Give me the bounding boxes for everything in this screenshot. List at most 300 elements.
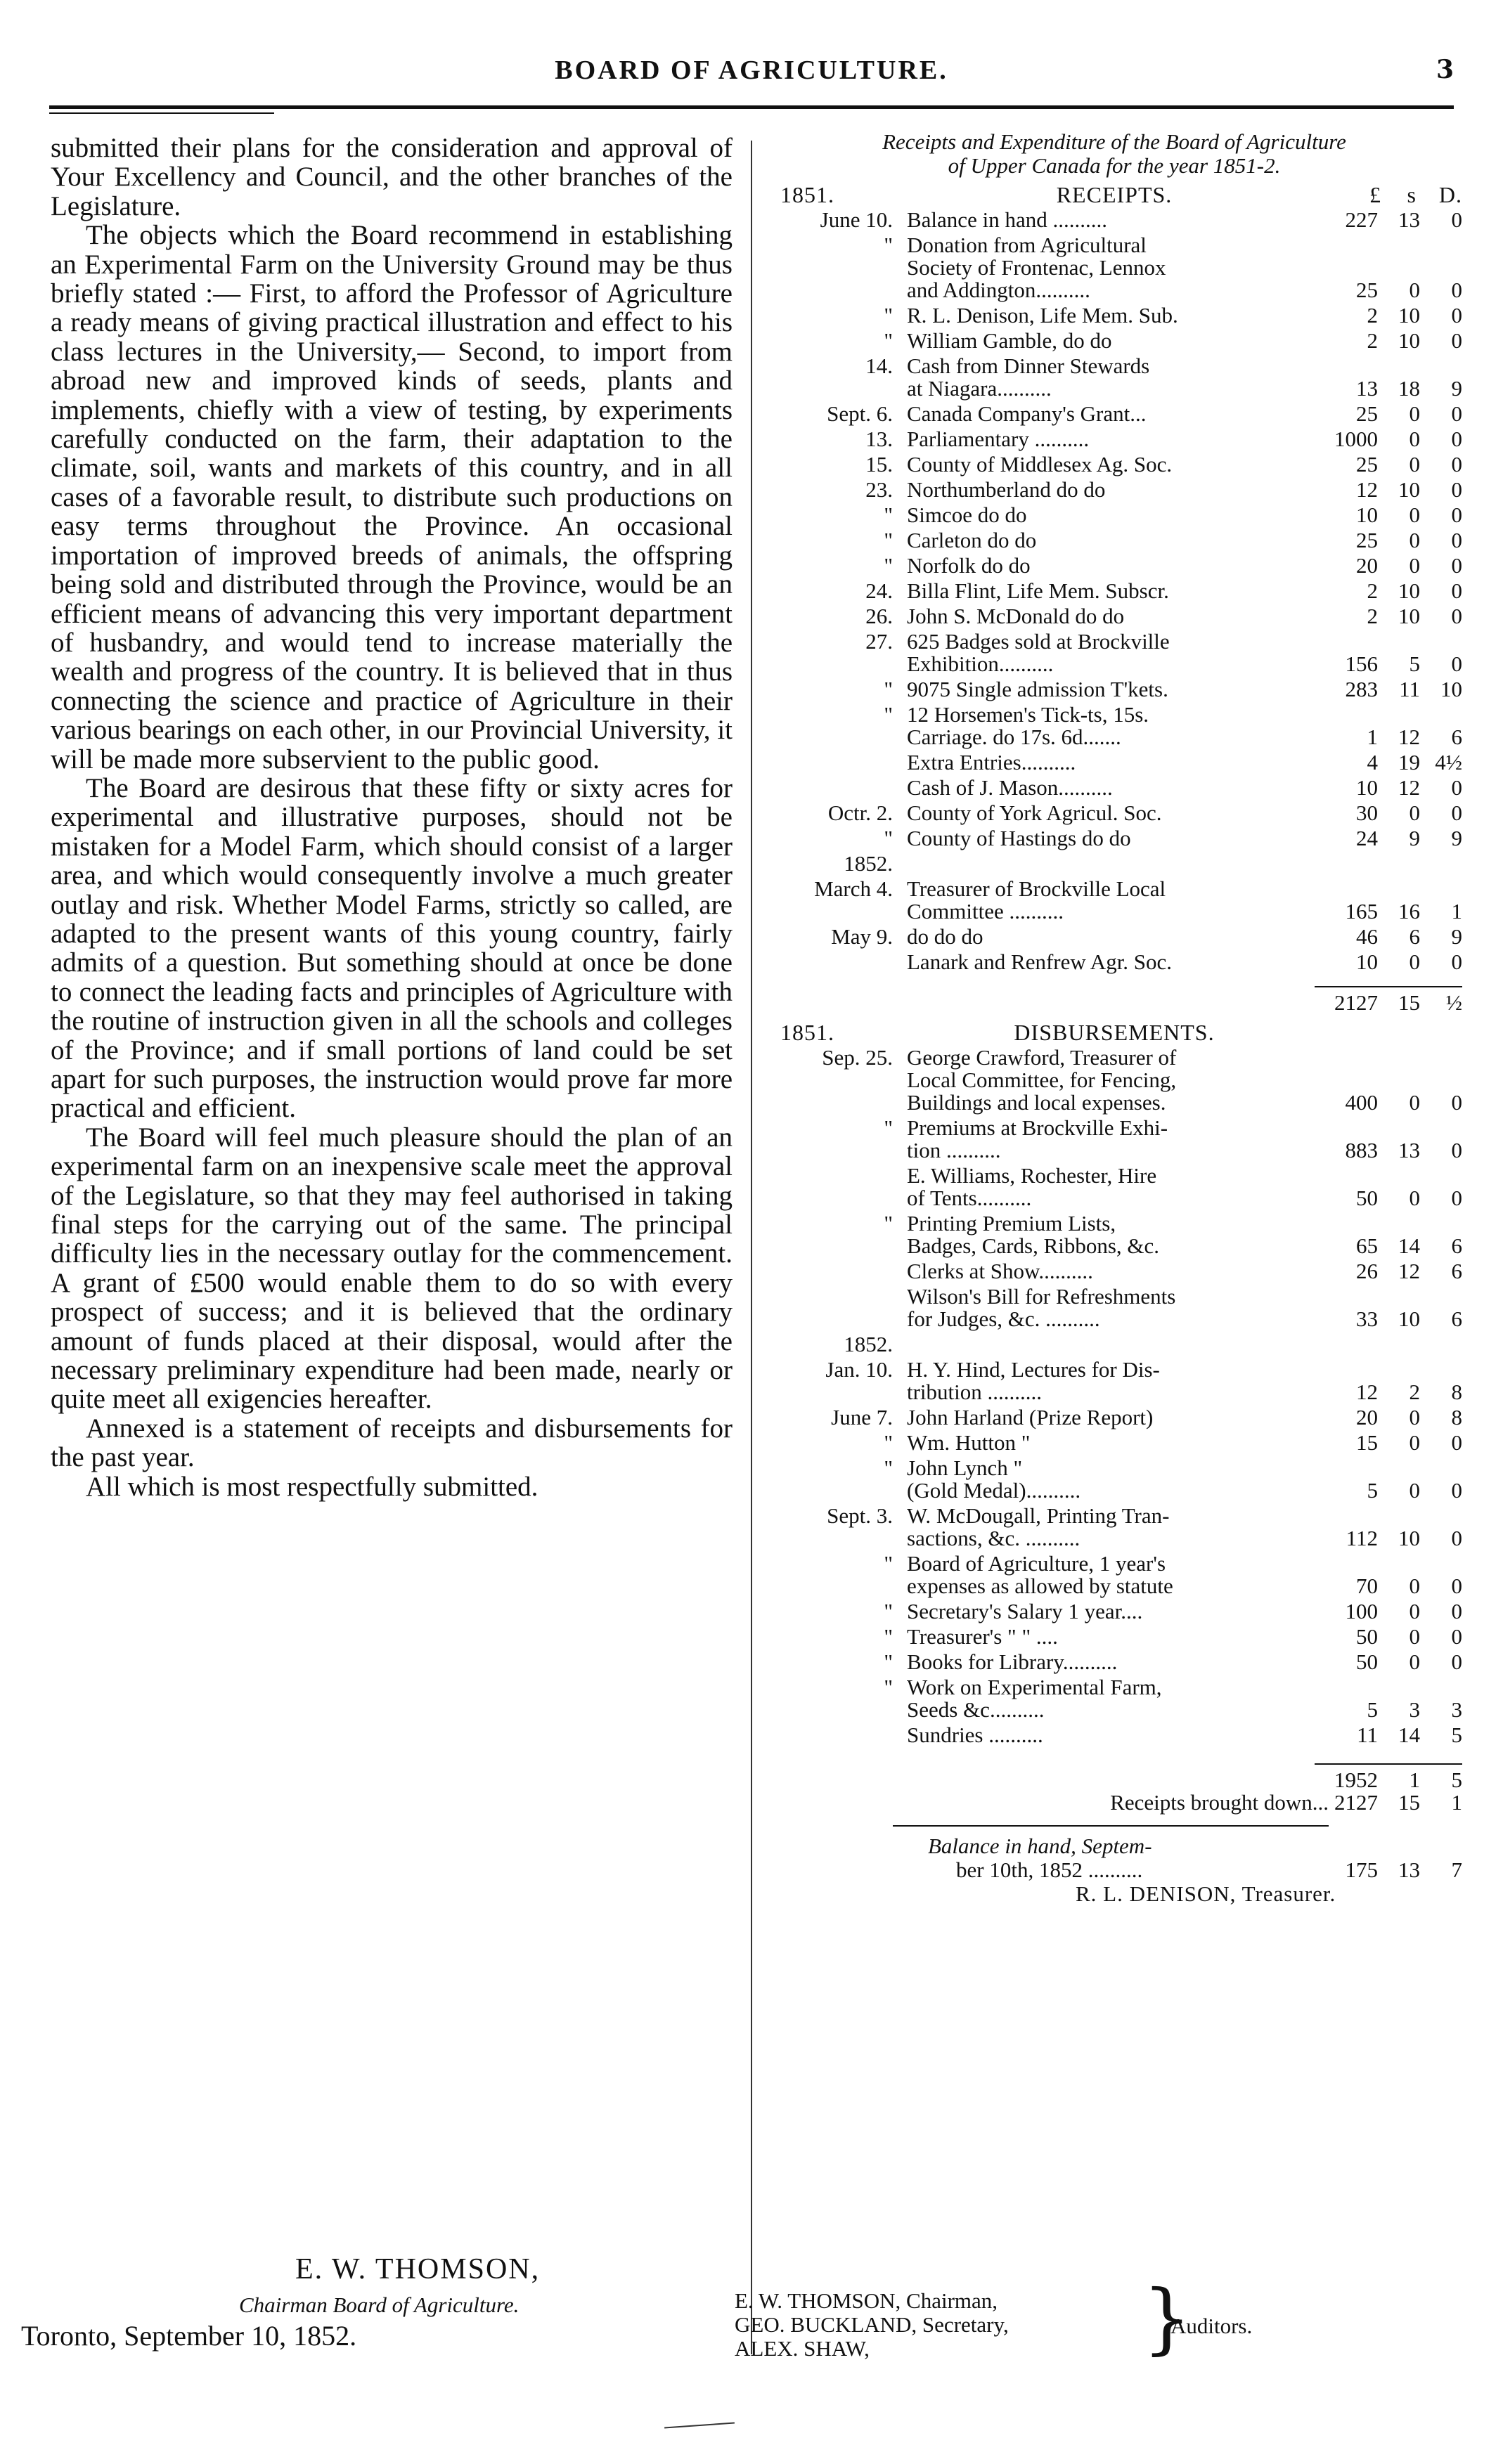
column-divider [751, 141, 752, 2354]
receipts-brought-shillings: 15 [1398, 1790, 1420, 1815]
receipt-pence: 0 [1451, 207, 1462, 232]
disbursement-date: " [884, 1649, 893, 1674]
disbursement-date: 1852. [844, 1332, 893, 1356]
statement-heading-2: of Upper Canada for the year 1851-2. [948, 153, 1281, 178]
end-flourish [664, 2423, 735, 2429]
disbursements-heading [766, 1020, 1462, 1046]
receipt-pounds: 24 [1356, 826, 1378, 850]
disbursement-row [766, 1626, 1462, 1651]
paragraph-6: All which is most respectfully submitted. [86, 1471, 538, 1502]
receipt-pounds: 165 [1345, 899, 1378, 923]
balance-pounds: 175 [1345, 1857, 1378, 1882]
receipt-row [766, 777, 1462, 802]
disbursement-shillings: 10 [1398, 1306, 1420, 1331]
receipts-list [766, 209, 1462, 976]
receipt-date: " [884, 303, 893, 328]
receipt-pounds: 4 [1367, 750, 1378, 774]
receipt-row [766, 630, 1462, 678]
disbursement-text: Wilson's Bill for Refreshments [907, 1284, 1176, 1309]
receipt-pounds: 20 [1356, 553, 1378, 578]
receipt-shillings: 10 [1398, 303, 1420, 328]
disbursement-date: " [884, 1675, 893, 1699]
receipt-date: 23. [865, 477, 893, 502]
receipt-text: at Niagara.......... [907, 376, 1052, 401]
receipt-pence: 4½ [1435, 750, 1462, 774]
receipt-row [766, 504, 1462, 529]
disbursement-row [766, 1676, 1462, 1724]
receipt-row [766, 304, 1462, 330]
disbursement-text: Treasurer's " " .... [907, 1624, 1058, 1649]
paragraph-3: The Board are desirous that these fifty or sixty acres for experimental and illustrative purposes, should not be mistaken for a Model Farm, which should consist of a larger area, and which would consequently involve a much greater outlay and risk. Whether Model Farms, strictly so called, are adapted to the present wants of this young country, fairly admits of a question. But something should at once be done to connect the leading facts and principles of Agriculture with the routine of instruction given in all the schools and colleges of the Province; and if small portions of land could be set apart for such purposes, the instruction would prove far more practical and efficient. [51, 772, 733, 1124]
receipt-text: Simcoe do do [907, 502, 1027, 527]
pounds-header: £ [1369, 182, 1381, 207]
disbursement-shillings: 2 [1409, 1380, 1420, 1404]
receipt-text: and Addington.......... [907, 278, 1090, 302]
disbursement-row [766, 1260, 1462, 1285]
receipt-date: " [884, 677, 893, 701]
receipt-pence: 0 [1451, 949, 1462, 974]
receipt-pounds: 2 [1367, 604, 1378, 628]
disbursement-pence: 0 [1451, 1090, 1462, 1115]
disbursement-text: expenses as allowed by statute [907, 1574, 1173, 1598]
disb-title: DISBURSEMENTS. [1014, 1020, 1215, 1045]
receipt-date: " [884, 553, 893, 578]
receipt-text: County of Hastings do do [907, 826, 1131, 850]
receipt-date: 26. [865, 604, 893, 628]
disbursement-row [766, 1117, 1462, 1165]
disbursement-text: Work on Experimental Farm, [907, 1675, 1162, 1699]
receipt-row [766, 852, 1462, 878]
disbursement-text: Wm. Hutton " [907, 1430, 1031, 1455]
disbursement-pence: 0 [1451, 1624, 1462, 1649]
paragraph-1: submitted their plans for the consideration and approval of Your Excellency and Council, and the other branches of the Legislature. [51, 133, 733, 221]
disbursement-shillings: 14 [1398, 1233, 1420, 1258]
receipt-row [766, 580, 1462, 605]
disbursement-pence: 0 [1451, 1138, 1462, 1162]
disbursement-text: W. McDougall, Printing Tran- [907, 1503, 1170, 1528]
receipt-pounds: 10 [1356, 502, 1378, 527]
disbursement-row [766, 1651, 1462, 1676]
receipt-pounds: 46 [1356, 924, 1378, 949]
receipt-date: Sept. 6. [827, 401, 893, 426]
receipt-row [766, 234, 1462, 304]
disb-total-pounds: 1952 [1334, 1768, 1378, 1792]
receipt-text: John S. McDonald do do [907, 604, 1125, 628]
disbursement-pounds: 400 [1345, 1090, 1378, 1115]
receipt-shillings: 9 [1409, 826, 1420, 850]
disbursement-shillings: 10 [1398, 1526, 1420, 1550]
receipt-pounds: 12 [1356, 477, 1378, 502]
receipt-shillings: 10 [1398, 477, 1420, 502]
receipt-date: 24. [865, 578, 893, 603]
receipt-row [766, 678, 1462, 703]
left-column [51, 134, 733, 1501]
disbursement-row [766, 1552, 1462, 1600]
receipt-date: " [884, 528, 893, 552]
disbursement-text: H. Y. Hind, Lectures for Dis- [907, 1357, 1160, 1382]
treasurer-line: R. L. DENISON, Treasurer. [1076, 1881, 1336, 1906]
disbursement-pounds: 5 [1367, 1478, 1378, 1503]
receipt-date: May 9. [831, 924, 893, 949]
running-header [0, 49, 1503, 91]
balance-shillings: 13 [1398, 1857, 1420, 1882]
receipt-pence: 1 [1451, 899, 1462, 923]
receipt-text: Extra Entries.......... [907, 750, 1076, 774]
receipt-row [766, 951, 1462, 976]
receipt-shillings: 0 [1409, 949, 1420, 974]
disbursements-list [766, 1046, 1462, 1749]
receipt-pence: 0 [1451, 578, 1462, 603]
disbursement-pence: 0 [1451, 1186, 1462, 1210]
paragraph-2: The objects which the Board recommend in establishing an Experimental Farm on the University Ground may be thus briefly stated :— First, to afford the Professor of Agriculture a ready means of giving practical illustration and effect to his class lectures in the University,— Second, to import from abroad new and improved kinds of seeds, plants and implements, chiefly with a view of testing, by experiments carefully conducted on the farm, their adaptation to the climate, soil, wants and markets of this country, and in all cases of a favorable result, to distribute such productions on easy terms throughout the Province. An occasional importation of improved breeds of animals, the offspring being sold and distributed through the Province, would be an efficient means of advancing this very important department of husbandry, and would tend to increase materially the wealth and progress of the country. It is believed that in thus connecting the science and practice of Agriculture in their various bearings on each other, in our Provincial University, it will be made more subservient to the public good. [51, 220, 733, 774]
disbursement-row [766, 1359, 1462, 1406]
disbursement-text: for Judges, &c. .......... [907, 1306, 1100, 1331]
disbursement-text: Clerks at Show.......... [907, 1259, 1093, 1283]
disbursement-pounds: 26 [1356, 1259, 1378, 1283]
disbursement-date: " [884, 1599, 893, 1623]
receipt-shillings: 19 [1398, 750, 1420, 774]
auditor-3: ALEX. SHAW, [735, 2336, 870, 2361]
receipt-date: 14. [865, 354, 893, 378]
auditors-block [735, 2289, 1009, 2361]
receipt-pence: 0 [1451, 452, 1462, 476]
disbursement-row [766, 1333, 1462, 1359]
disbursement-shillings: 0 [1409, 1624, 1420, 1649]
receipt-date: " [884, 502, 893, 527]
receipt-pence: 0 [1451, 800, 1462, 825]
balance-line-2: ber 10th, 1852 .......... 175 13 7 [956, 1857, 1462, 1882]
disbursement-pence: 0 [1451, 1526, 1462, 1550]
disbursement-text: Sundries .......... [907, 1723, 1043, 1747]
receipt-text: Lanark and Renfrew Agr. Soc. [907, 949, 1173, 974]
receipt-pounds: 25 [1356, 452, 1378, 476]
receipt-pence: 0 [1451, 477, 1462, 502]
pence-header: D. [1438, 182, 1462, 207]
receipt-shillings: 11 [1399, 677, 1420, 701]
receipt-text: Norfolk do do [907, 553, 1031, 578]
balance-line-1: Balance in hand, Septem- [928, 1834, 1152, 1858]
receipt-date: June 10. [820, 207, 893, 232]
receipt-date: " [884, 702, 893, 727]
disbursement-shillings: 14 [1398, 1723, 1420, 1747]
receipt-pounds: 156 [1345, 651, 1378, 676]
receipt-pence: 0 [1451, 328, 1462, 353]
disbursement-pence: 0 [1451, 1599, 1462, 1623]
receipt-pence: 9 [1451, 826, 1462, 850]
paragraph-5: Annexed is a statement of receipts and disbursements for the past year. [51, 1413, 733, 1473]
receipt-text: R. L. Denison, Life Mem. Sub. [907, 303, 1178, 328]
receipt-pounds: 2 [1367, 578, 1378, 603]
receipts-total-pounds: 2127 [1334, 990, 1378, 1015]
receipt-row [766, 555, 1462, 580]
disbursement-date: " [884, 1430, 893, 1455]
receipt-pence: 0 [1451, 427, 1462, 451]
disb-total-row [1315, 1763, 1462, 1791]
receipt-date: " [884, 233, 893, 257]
disbursement-pence: 6 [1451, 1306, 1462, 1331]
disbursement-date: June 7. [831, 1405, 893, 1429]
receipt-shillings: 0 [1409, 452, 1420, 476]
disbursement-pounds: 112 [1346, 1526, 1378, 1550]
receipt-row [766, 479, 1462, 504]
receipt-pounds: 2 [1367, 303, 1378, 328]
disbursement-date: " [884, 1624, 893, 1649]
receipt-date: 15. [865, 452, 893, 476]
disbursement-pence: 6 [1451, 1233, 1462, 1258]
auditor-1: E. W. THOMSON, Chairman, [735, 2288, 998, 2313]
disbursement-pounds: 65 [1356, 1233, 1378, 1258]
disbursement-pounds: 50 [1356, 1624, 1378, 1649]
receipt-text: Parliamentary .......... [907, 427, 1090, 451]
receipts-brought-row [766, 1791, 1462, 1820]
receipt-date: " [884, 826, 893, 850]
receipt-shillings: 6 [1409, 924, 1420, 949]
receipt-shillings: 10 [1398, 604, 1420, 628]
receipts-brought-label: Receipts brought down... [1110, 1790, 1329, 1815]
disbursement-pence: 6 [1451, 1259, 1462, 1283]
disbursement-pence: 0 [1451, 1478, 1462, 1503]
disb-year: 1851. [780, 1020, 834, 1045]
auditors-brace: } [1142, 2273, 1192, 2363]
disbursement-date: " [884, 1115, 893, 1140]
disb-total-pence: 5 [1451, 1768, 1462, 1792]
receipt-date: Octr. 2. [827, 800, 893, 825]
receipt-text: Donation from Agricultural [907, 233, 1147, 257]
receipt-text: William Gamble, do do [907, 328, 1112, 353]
receipt-row [766, 878, 1462, 926]
receipt-pence: 9 [1451, 924, 1462, 949]
disbursement-pence: 0 [1451, 1649, 1462, 1674]
receipt-shillings: 0 [1409, 502, 1420, 527]
disbursement-text: sactions, &c. .......... [907, 1526, 1081, 1550]
receipt-shillings: 0 [1409, 427, 1420, 451]
disbursement-text: of Tents.......... [907, 1186, 1032, 1210]
receipt-row [766, 453, 1462, 479]
disbursement-text: John Harland (Prize Report) [907, 1405, 1154, 1429]
disbursement-pence: 8 [1451, 1380, 1462, 1404]
disbursement-shillings: 0 [1409, 1090, 1420, 1115]
signature-title: Chairman Board of Agriculture. [239, 2293, 520, 2317]
receipt-text: Cash of J. Mason.......... [907, 775, 1113, 800]
disbursement-date: " [884, 1455, 893, 1480]
receipt-row [766, 802, 1462, 827]
disbursement-text: George Crawford, Treasurer of [907, 1045, 1177, 1070]
disbursement-shillings: 0 [1409, 1599, 1420, 1623]
disbursement-pounds: 50 [1356, 1649, 1378, 1674]
receipt-pence: 0 [1451, 651, 1462, 676]
receipt-pounds: 227 [1345, 207, 1378, 232]
disbursement-pounds: 100 [1345, 1599, 1378, 1623]
disbursement-pounds: 11 [1357, 1723, 1378, 1747]
receipt-pence: 0 [1451, 604, 1462, 628]
disbursement-date: Sep. 25. [822, 1045, 893, 1070]
receipt-text: do do do [907, 924, 983, 949]
disbursement-shillings: 13 [1398, 1138, 1420, 1162]
disb-total-shillings: 1 [1409, 1768, 1420, 1792]
page-number: 3 [1436, 55, 1454, 84]
disbursement-text: John Lynch " [907, 1455, 1023, 1480]
disbursement-pounds: 50 [1356, 1186, 1378, 1210]
receipt-row [766, 428, 1462, 453]
receipt-pence: 0 [1451, 528, 1462, 552]
receipt-shillings: 16 [1398, 899, 1420, 923]
receipt-text: Exhibition.......... [907, 651, 1054, 676]
receipt-text: 12 Horsemen's Tick-ts, 15s. [907, 702, 1149, 727]
disbursement-text: Local Committee, for Fencing, [907, 1068, 1177, 1092]
receipt-row [766, 330, 1462, 355]
receipt-pounds: 10 [1356, 949, 1378, 974]
receipt-shillings: 13 [1398, 207, 1420, 232]
receipt-pounds: 25 [1356, 528, 1378, 552]
signature-name: E. W. THOMSON, [295, 2253, 541, 2285]
receipts-title: RECEIPTS. [1056, 182, 1173, 207]
disbursement-row [766, 1285, 1462, 1333]
disbursement-text: Buildings and local expenses. [907, 1090, 1166, 1115]
disbursement-date: " [884, 1211, 893, 1236]
receipt-text: Committee .......... [907, 899, 1064, 923]
disbursement-text: Board of Agriculture, 1 year's [907, 1551, 1166, 1576]
disbursement-shillings: 0 [1409, 1478, 1420, 1503]
disbursement-pence: 0 [1451, 1574, 1462, 1598]
disbursement-row [766, 1432, 1462, 1457]
receipt-text: Billa Flint, Life Mem. Subscr. [907, 578, 1169, 603]
receipt-row [766, 403, 1462, 428]
statement-heading-1: Receipts and Expenditure of the Board of Agriculture [882, 129, 1346, 154]
receipt-pounds: 10 [1356, 775, 1378, 800]
receipt-row [766, 703, 1462, 751]
receipt-pence: 0 [1451, 502, 1462, 527]
balance-pence: 7 [1451, 1857, 1462, 1882]
disbursement-shillings: 0 [1409, 1649, 1420, 1674]
disbursement-pounds: 15 [1356, 1430, 1378, 1455]
disbursement-pounds: 33 [1356, 1306, 1378, 1331]
receipt-pounds: 1000 [1334, 427, 1378, 451]
disbursement-pence: 8 [1451, 1405, 1462, 1429]
disbursement-row [766, 1165, 1462, 1212]
receipt-row [766, 605, 1462, 630]
disbursement-pounds: 70 [1356, 1574, 1378, 1598]
paragraph-4: The Board will feel much pleasure should the plan of an experimental farm on an inexpensive scale meet the approval of the Legislature, so that they may feel authorised in taking final steps for the carrying out of the same. The principal difficulty lies in the necessary outlay for the commencement. A grant of £500 would enable them to do so with every prospect of success; and it is believed that the ordinary amount of funds placed at their disposal, would after the necessary preliminary expenditure had been made, nearly or quite meet all exigencies hereafter. [51, 1122, 733, 1415]
disbursement-pounds: 883 [1345, 1138, 1378, 1162]
disbursement-row [766, 1406, 1462, 1432]
auditor-2: GEO. BUCKLAND, Secretary, [735, 2312, 1009, 2337]
receipt-text: County of Middlesex Ag. Soc. [907, 452, 1173, 476]
receipt-pence: 10 [1440, 677, 1462, 701]
receipt-text: 625 Badges sold at Brockville [907, 629, 1170, 654]
receipt-text: Carriage. do 17s. 6d....... [907, 725, 1121, 749]
disbursement-text: Seeds &c.......... [907, 1697, 1045, 1722]
disbursement-text: Secretary's Salary 1 year.... [907, 1599, 1143, 1623]
disbursement-shillings: 3 [1409, 1697, 1420, 1722]
disbursement-pence: 5 [1451, 1723, 1462, 1747]
receipt-shillings: 0 [1409, 401, 1420, 426]
receipt-pence: 6 [1451, 725, 1462, 749]
disbursement-shillings: 0 [1409, 1430, 1420, 1455]
disbursement-shillings: 0 [1409, 1186, 1420, 1210]
disbursement-date: Sept. 3. [827, 1503, 893, 1528]
disbursement-text: (Gold Medal).......... [907, 1478, 1081, 1503]
disbursement-pounds: 5 [1367, 1697, 1378, 1722]
disbursement-shillings: 0 [1409, 1574, 1420, 1598]
disbursement-text: Books for Library.......... [907, 1649, 1118, 1674]
receipt-pounds: 1 [1367, 725, 1378, 749]
receipt-date: " [884, 328, 893, 353]
header-rule-short [49, 112, 274, 114]
auditors-label: Auditors. [1170, 2314, 1253, 2338]
disbursement-row [766, 1457, 1462, 1505]
receipts-total-row [1315, 986, 1462, 1016]
receipt-date: 13. [865, 427, 893, 451]
disbursement-row [766, 1724, 1462, 1749]
receipt-text: Canada Company's Grant... [907, 401, 1147, 426]
receipt-shillings: 0 [1409, 553, 1420, 578]
disbursement-text: tribution .......... [907, 1380, 1043, 1404]
disbursement-row [766, 1212, 1462, 1260]
disbursement-text: Premiums at Brockville Exhi- [907, 1115, 1168, 1140]
shillings-header: s [1407, 182, 1417, 207]
receipt-pence: 0 [1451, 401, 1462, 426]
disbursement-shillings: 0 [1409, 1405, 1420, 1429]
receipt-pence: 0 [1451, 278, 1462, 302]
receipt-pence: 0 [1451, 553, 1462, 578]
receipt-text: Balance in hand .......... [907, 207, 1107, 232]
right-column [766, 130, 1462, 1907]
receipt-shillings: 5 [1409, 651, 1420, 676]
header-rule [49, 105, 1454, 109]
receipt-row [766, 529, 1462, 555]
receipt-pounds: 30 [1356, 800, 1378, 825]
receipt-pence: 0 [1451, 775, 1462, 800]
disbursement-pence: 0 [1451, 1430, 1462, 1455]
receipt-row [766, 926, 1462, 951]
disbursement-shillings: 12 [1398, 1259, 1420, 1283]
disbursement-text: E. Williams, Rochester, Hire [907, 1163, 1157, 1188]
receipt-shillings: 10 [1398, 328, 1420, 353]
disbursement-text: tion .......... [907, 1138, 1001, 1162]
receipt-shillings: 12 [1398, 725, 1420, 749]
disbursement-row [766, 1046, 1462, 1117]
receipt-text: Cash from Dinner Stewards [907, 354, 1150, 378]
receipt-row [766, 355, 1462, 403]
receipt-date: March 4. [814, 876, 893, 901]
receipt-pounds: 13 [1356, 376, 1378, 401]
receipts-brought-pounds: 2127 [1334, 1790, 1378, 1815]
disbursement-date: " [884, 1551, 893, 1576]
receipts-brought-pence: 1 [1451, 1790, 1462, 1815]
receipt-pounds: 2 [1367, 328, 1378, 353]
receipt-text: County of York Agricul. Soc. [907, 800, 1162, 825]
receipt-row [766, 751, 1462, 777]
disbursement-pence: 3 [1451, 1697, 1462, 1722]
disbursement-text: Printing Premium Lists, [907, 1211, 1116, 1236]
receipt-text: Northumberland do do [907, 477, 1106, 502]
receipt-pence: 9 [1451, 376, 1462, 401]
receipt-shillings: 18 [1398, 376, 1420, 401]
receipt-shillings: 12 [1398, 775, 1420, 800]
receipts-heading [766, 182, 1462, 209]
receipt-text: Society of Frontenac, Lennox [907, 255, 1166, 280]
receipts-total-shillings: 15 [1398, 990, 1420, 1015]
disbursement-row [766, 1505, 1462, 1552]
disbursement-date: Jan. 10. [825, 1357, 893, 1382]
receipt-pounds: 283 [1345, 677, 1378, 701]
disbursement-pounds: 20 [1356, 1405, 1378, 1429]
disbursement-pounds: 12 [1356, 1380, 1378, 1404]
receipt-date: 1852. [844, 851, 893, 876]
place-date: Toronto, September 10, 1852. [21, 2320, 357, 2352]
receipt-pounds: 25 [1356, 401, 1378, 426]
receipt-text: Carleton do do [907, 528, 1037, 552]
